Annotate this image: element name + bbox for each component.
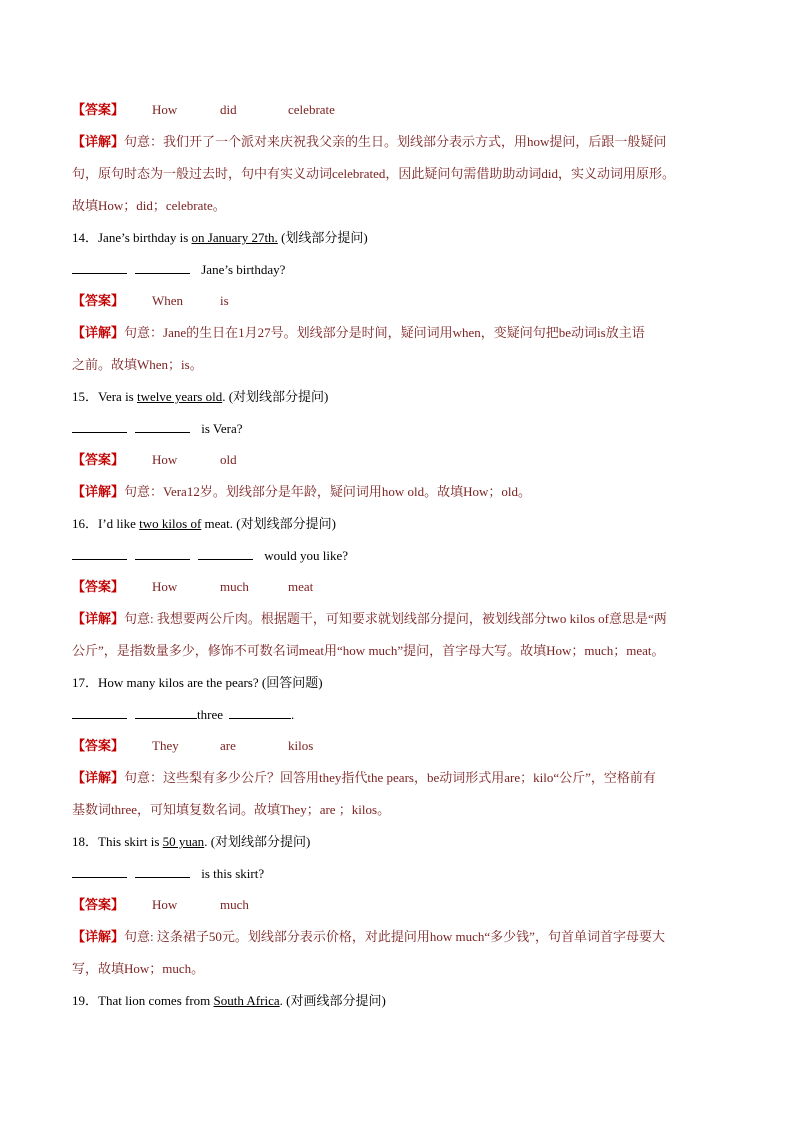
answer-word: kilos: [288, 738, 314, 753]
q15-question: [72, 387, 734, 407]
question-mid: three: [197, 707, 223, 722]
answer-label: 【答案】: [72, 452, 125, 467]
detail-label: 【详解】: [72, 484, 125, 499]
blank[interactable]: [229, 706, 291, 719]
q16-question: [72, 514, 734, 534]
answer-label: 【答案】: [72, 579, 125, 594]
q14-blanks: [72, 260, 734, 280]
q15-detail-line: [72, 482, 734, 502]
detail-text: 句意: 这条裙子50元。划线部分表示价格，对此提问用how much“多少钱”，句首单词首字母要大: [124, 929, 665, 944]
detail-label: 【详解】: [72, 325, 125, 340]
q15-answer-line: [72, 450, 734, 470]
detail-text: 句意：Vera12岁。划线部分是年龄，疑问词用how old。故填How；old。: [124, 484, 531, 499]
blank[interactable]: [135, 420, 190, 433]
question-tail: is Vera?: [198, 421, 243, 436]
q16-blanks: [72, 546, 734, 566]
blank[interactable]: [135, 261, 190, 274]
blank[interactable]: [72, 706, 127, 719]
question-text: meat. (对划线部分提问): [201, 516, 336, 531]
answer-word: How: [152, 897, 178, 912]
question-text: . (对划线部分提问): [204, 834, 311, 849]
detail-text: 句意：这些梨有多少公斤？回答用they指代the pears，be动词形式用are；kilo“公斤”，空格前有: [124, 770, 656, 785]
answer-word: How: [152, 102, 178, 117]
blank[interactable]: [135, 706, 197, 719]
answer-label: 【答案】: [72, 897, 125, 912]
q14-detail-line: 之前。故填When；is。: [72, 357, 203, 372]
answer-label: 【答案】: [72, 738, 125, 753]
underlined-part: two kilos of: [139, 516, 202, 531]
q15-blanks: [72, 419, 734, 439]
q17-detail-line: [72, 768, 734, 788]
underlined-part: 50 yuan: [162, 834, 205, 849]
q14-answer-line: [72, 291, 734, 311]
q13-detail-line: 句，原句时态为一般过去时，句中有实义动词celebrated，因此疑问句需借助助动词did，实义动词用原形。: [72, 166, 676, 181]
q14-question: [72, 228, 734, 248]
q16-detail-line: [72, 609, 734, 629]
question-text: 18．This skirt is: [72, 834, 163, 849]
answer-label: 【答案】: [72, 102, 125, 117]
detail-label: 【详解】: [72, 770, 125, 785]
answer-word: How: [152, 579, 178, 594]
underlined-part: South Africa: [213, 993, 280, 1008]
q13-detail-line: 故填How；did；celebrate。: [72, 198, 226, 213]
answer-word: When: [152, 293, 184, 308]
q14-detail-line: [72, 323, 734, 343]
answer-word: celebrate: [288, 102, 335, 117]
question-text: 14．Jane’s birthday is: [72, 230, 192, 245]
blank[interactable]: [72, 420, 127, 433]
blank[interactable]: [72, 547, 127, 560]
q16-answer-line: [72, 577, 734, 597]
question-text: . (对划线部分提问): [222, 389, 329, 404]
blank[interactable]: [135, 547, 190, 560]
q13-answer-line: [72, 100, 734, 120]
blank[interactable]: [72, 261, 127, 274]
answer-word: much: [220, 897, 249, 912]
answer-word: did: [220, 102, 237, 117]
question-text: . (对画线部分提问): [279, 993, 386, 1008]
question-text: 16．I’d like: [72, 516, 140, 531]
question-text: 15．Vera is: [72, 389, 137, 404]
q19-question: [72, 991, 734, 1011]
q18-blanks: [72, 864, 734, 884]
q17-blanks: [72, 705, 734, 725]
question-tail: is this skirt?: [198, 866, 265, 881]
underlined-part: on January 27th.: [191, 230, 278, 245]
blank[interactable]: [198, 547, 253, 560]
question-tail: Jane’s birthday?: [198, 262, 286, 277]
question-end: .: [290, 707, 295, 722]
question-tail: would you like?: [261, 548, 349, 563]
q17-answer-line: [72, 736, 734, 756]
answer-word: is: [220, 293, 229, 308]
q13-detail-line: [72, 132, 734, 152]
blank[interactable]: [135, 865, 190, 878]
q18-question: [72, 832, 734, 852]
detail-text: 句意：我们开了一个派对来庆祝我父亲的生日。划线部分表示方式，用how提问，后跟一般疑问: [124, 134, 667, 149]
answer-word: How: [152, 452, 178, 467]
answer-word: old: [220, 452, 237, 467]
q17-question: 17．How many kilos are the pears? (回答问题): [72, 675, 323, 690]
answer-word: much: [220, 579, 249, 594]
detail-label: 【详解】: [72, 611, 125, 626]
underlined-part: twelve years old: [137, 389, 223, 404]
question-text: (划线部分提问): [277, 230, 368, 245]
detail-label: 【详解】: [72, 134, 125, 149]
answer-word: They: [152, 738, 179, 753]
detail-label: 【详解】: [72, 929, 125, 944]
q18-detail-line: [72, 927, 734, 947]
q18-detail-line: 写，故填How；much。: [72, 961, 205, 976]
q16-detail-line: 公斤”，是指数量多少，修饰不可数名词meat用“how much”提问，首字母大写。故填How；much；meat。: [72, 643, 665, 658]
answer-label: 【答案】: [72, 293, 125, 308]
detail-text: 句意：Jane的生日在1月27号。划线部分是时间，疑问词用when，变疑问句把be动词is放主语: [124, 325, 645, 340]
answer-word: meat: [288, 579, 314, 594]
answer-word: are: [220, 738, 236, 753]
blank[interactable]: [72, 865, 127, 878]
question-text: 19．That lion comes from: [72, 993, 214, 1008]
detail-text: 句意: 我想要两公斤肉。根据题干，可知要求就划线部分提问，被划线部分two kilos of意思是“两: [124, 611, 667, 626]
q18-answer-line: [72, 895, 734, 915]
q17-detail-line: 基数词three，可知填复数名词。故填They；are ；kilos。: [72, 802, 391, 817]
